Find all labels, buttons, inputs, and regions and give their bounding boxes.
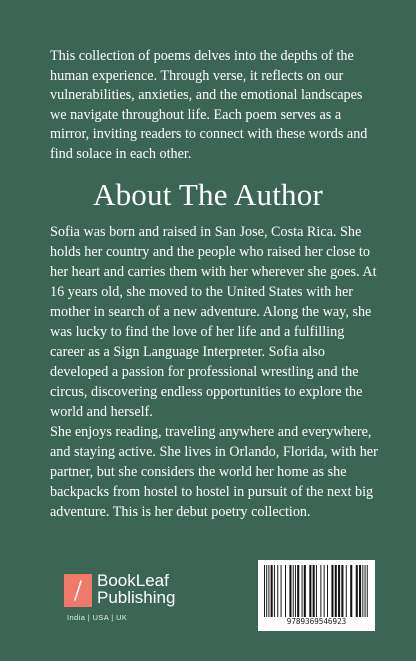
barcode-bar — [264, 565, 265, 617]
isbn-number: 9789369546923 — [286, 617, 347, 626]
barcode-bar — [338, 565, 340, 617]
barcode-bar — [268, 565, 269, 617]
barcode-bar — [271, 565, 273, 617]
publisher-name-line-2: Publishing — [97, 588, 176, 607]
barcode-bar — [313, 565, 315, 617]
barcode-bar — [293, 565, 294, 617]
publisher-slash-icon — [64, 574, 92, 607]
publisher-name-line-1: BookLeaf — [97, 571, 169, 590]
barcode-bar — [295, 565, 296, 617]
barcode-bar — [327, 565, 328, 617]
publisher-regions: India | USA | UK — [67, 613, 128, 622]
barcode-bar — [274, 565, 275, 617]
barcode-bar — [350, 565, 352, 617]
back-cover-blurb: This collection of poems delves into the depths of the human experience. Through verse, it reflects on our vulnerabilities, anxieties, and the emotional landscapes we navigate throughout life. Each poem serves as a mirror, inviting readers to connect with these words and find solace in each other. — [50, 48, 368, 162]
barcode-bar — [356, 565, 358, 617]
author-bio-paragraph-2: She enjoys reading, traveling anywhere and everywhere, and staying active. She lives in Orlando, Florida, with her partner, but she considers the world her home as she backpacks from hostel to hostel in pursuit of the next big adventure. This is her debut poetry collection. — [50, 424, 378, 520]
barcode-bar — [297, 565, 299, 617]
barcode-bar — [289, 565, 291, 617]
author-bio-paragraph-1: Sofia was born and raised in San Jose, Costa Rica. She holds her country and the people who raised her close to her heart and carries them with her wherever she goes. At 16 years old, she moved to the United States with her mother in search of a new adventure. Along the way, she was lucky to find the love of her life and a fulfilling career as a Sign Language Interpreter. Sofia also developed a passion for professional wrestling and the circus, discovering endless opportunities to explore the world and herself. — [50, 224, 377, 420]
barcode-bar — [266, 565, 267, 617]
barcode-bar — [324, 565, 325, 617]
barcode-bar — [304, 565, 306, 617]
barcode-bar — [367, 565, 368, 617]
barcode-bar — [365, 565, 366, 617]
barcode-bar — [341, 565, 343, 617]
barcode-bar — [302, 565, 303, 617]
isbn-barcode — [258, 560, 375, 631]
barcode-bar — [277, 565, 278, 617]
barcode-bar — [362, 565, 363, 617]
barcode-bar — [359, 565, 361, 617]
author-bio — [50, 222, 380, 522]
barcode-bar — [331, 565, 333, 617]
barcode-bar — [285, 565, 286, 617]
barcode-bar — [346, 565, 347, 617]
barcode-bars — [264, 565, 369, 617]
barcode-bar — [281, 565, 282, 617]
barcode-bar — [309, 565, 311, 617]
barcode-bar — [320, 565, 321, 617]
barcode-bar — [335, 565, 337, 617]
barcode-bar — [316, 565, 317, 617]
publisher-logo — [64, 572, 204, 628]
about-author-heading: About The Author — [93, 177, 323, 212]
